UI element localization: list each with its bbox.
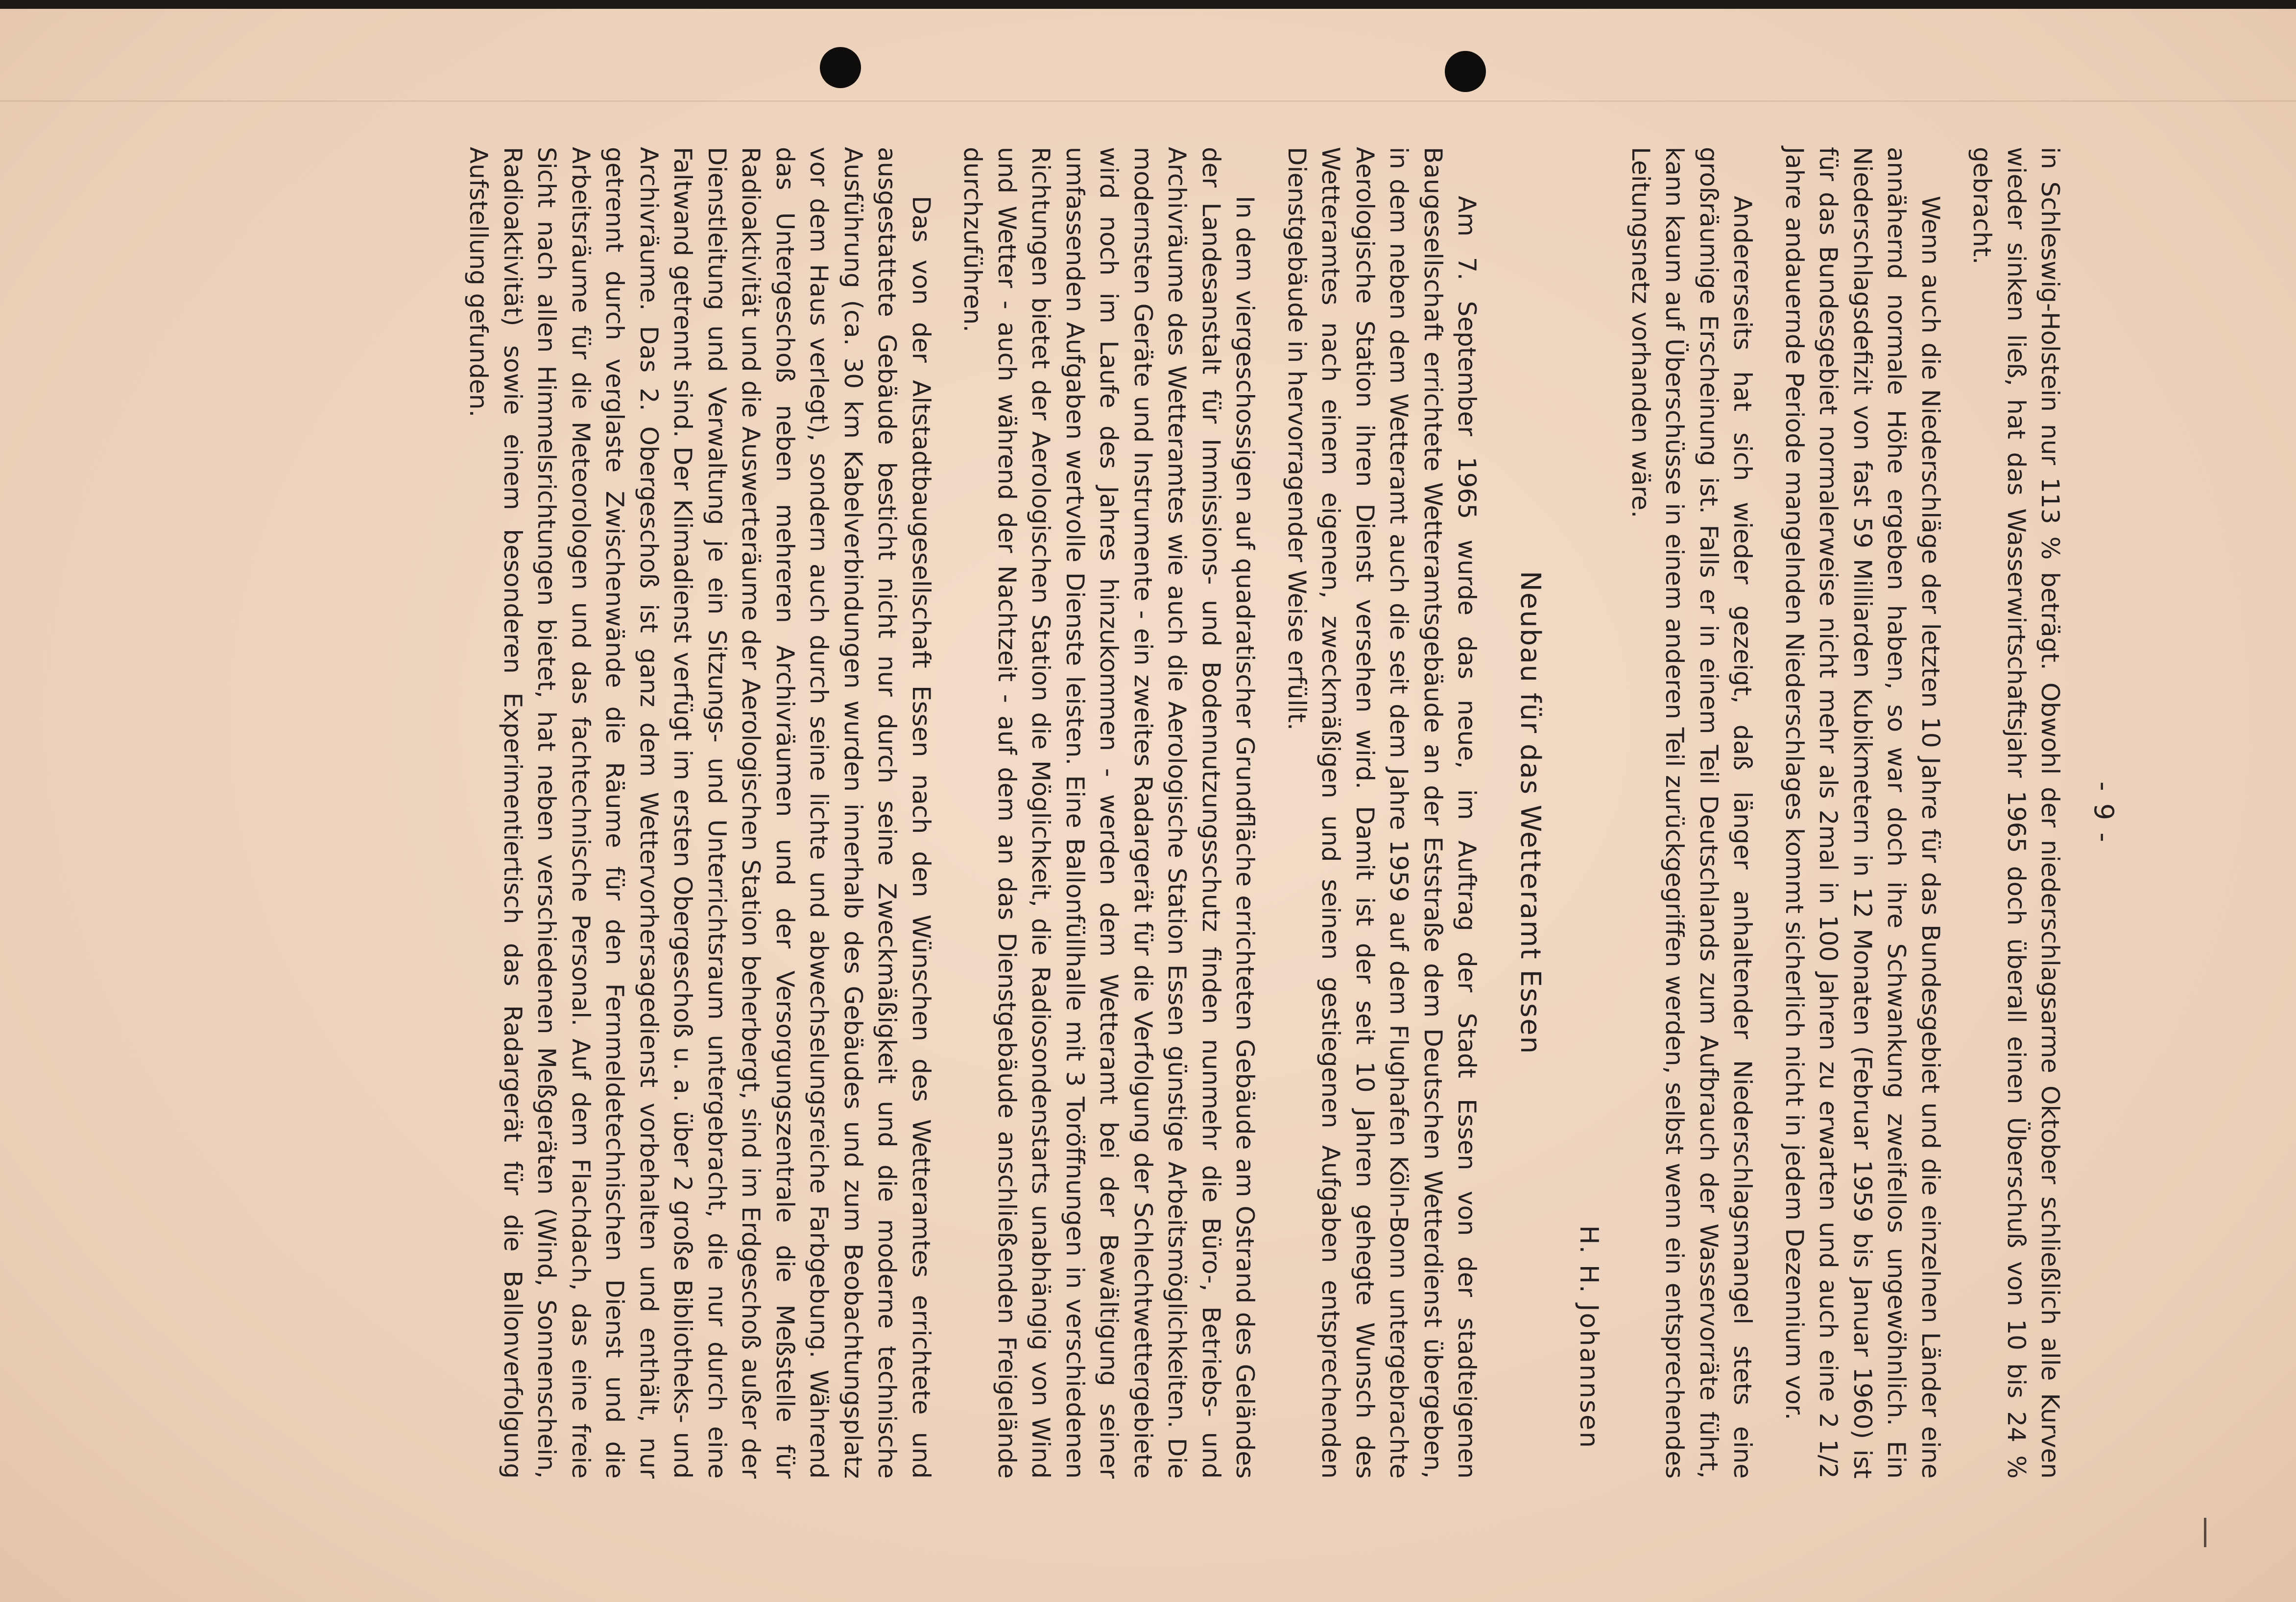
scanner-edge-strip [0, 0, 2296, 9]
paragraph-precipitation-fluctuation: Wenn auch die Niederschläge der letzten 10 Jahre für das Bundesgebiet und die einzelnen Länder eine annähernd normale Höhe ergeben haben, so war doch ihre Schwankung zweifellos ungewöhnlich. Ein Niederschlagsdefizit von fast 59 Milliarden Kubikmetern in 12 Monaten (Februar 1959 bis Januar 1960) ist für das Bundesgebiet normalerweise nicht mehr als 2mal in 100 Jahren zu erwarten und auch eine 2 1/2 Jahre andauernde Periode mangelnden Niederschlages kommt sicherlich nicht in jedem Dezennium vor. [1780, 147, 1945, 1479]
punch-hole [820, 47, 861, 88]
punch-hole [1445, 51, 1486, 92]
paragraph-water-reserves: Andererseits hat sich wieder gezeigt, daß länger anhaltender Niederschlagsmangel stets eine großräumige Erscheinung ist. Falls er in einem Teil Deutschlands zum Aufbrauch der Wasservorräte führt, kann kaum auf Überschüsse in einem anderen Teil zurückgegriffen werden, selbst wenn ein entsprechendes Leitungsnetz vorhanden wäre. [1626, 147, 1757, 1479]
paragraph-building-layout: Das von der Altstadtbaugesellschaft Essen nach den Wünschen des Wetteramtes errichtete und ausgestattete Gebäude besticht nicht nur durch seine Zweckmäßigkeit und die moderne technische Ausführung (ca. 30 km Kabelverbindungen wurden innerhalb des Gebäudes und zum Beobachtungsplatz vor dem Haus verlegt), sondern auch durch seine lichte und abwechselungsreiche Farbgebung. Während das Untergeschoß neben mehreren Archivräumen und der Versorgungszentrale die Meßstelle für Radioaktivität und die Auswerteräume der Aerologischen Station beherbergt, sind im Erdgeschoß außer der Dienstleitung und Verwaltung je ein Sitzungs- und Unterrichtsraum untergebracht, die nur durch eine Faltwand getrennt sind. Der Klimadienst verfügt im ersten Obergeschoß u. a. über 2 große Bibliotheks- und Archivräume. Das 2. Obergeschoß ist ganz dem Wettervorhersagedienst vorbehalten und enthält, nur getrennt durch verglaste Zwischenwände die Räume für den Fernmeldetechnischen Dienst und die Arbeitsräume für die Meteorologen und das fachtechnische Personal. Auf dem Flachdach, das eine freie Sicht nach allen Himmelsrichtungen bietet, hat neben verschiedenen Meßgeräten (Wind, Sonnenschein, Radioaktivität) sowie einem besonderen Experimentiertisch das Radargerät für die Ballonverfolgung Aufstellung gefunden. [464, 147, 935, 1479]
paper-fold-line [0, 100, 2296, 102]
document-text-block [167, 147, 2121, 1479]
section-heading: Neubau für das Wetteramt Essen [1514, 570, 1546, 1055]
author-signature: H. H. Johannsen [1574, 1225, 1604, 1449]
page-number: - 9 - [2088, 781, 2119, 844]
paragraph-building-handover: Am 7. September 1965 wurde das neue, im Auftrag der Stadt Essen von der stadteigenen Baugesellschaft errichtete Wetteramtsgebäude an der Eststraße dem Deutschen Wetterdienst übergeben, in dem neben dem Wetteramt auch die seit dem Jahre 1959 auf dem Flughafen Köln-Bonn untergebrachte Aerologische Station ihren Dienst versehen wird. Damit ist der seit 10 Jahren gehegte Wunsch des Wetteramtes nach einem eigenen, zweckmäßigen und seinen gestiegenen Aufgaben entsprechenden Dienstgebäude in hervorragender Weise erfüllt. [1283, 147, 1482, 1479]
paragraph-building-facilities: In dem viergeschossigen auf quadratischer Grundfläche errichteten Gebäude am Ostrand des Geländes der Landesanstalt für Immissions- und Bodennutzungsschutz finden nunmehr die Büro-, Betriebs- und Archivräume des Wetteramtes wie auch die Aerologische Station Essen günstige Arbeitsmöglichkeiten. Die modernsten Geräte und Instrumente - ein zweites Radargerät für die Verfolgung der Schlechtwettergebiete wird noch im Laufe des Jahres hinzukommen - werden dem Wetteramt bei der Bewältigung seiner umfassenden Aufgaben wertvolle Dienste leisten. Eine Ballonfüllhalle mit 3 Toröffnungen in verschiedenen Richtungen bietet der Aerologischen Station die Möglichkeit, die Radiosondenstarts unabhängig von Wind und Wetter - auch während der Nachtzeit - auf dem an das Dienstgebäude anschließenden Freigelände durchzuführen. [958, 147, 1260, 1479]
paragraph-intro: in Schleswig-Holstein nur 113 % beträgt. Obwohl der niederschlagsarme Oktober schließlich alle Kurven wieder sinken ließ, hat das Wasserwirtschaftsjahr 1965 doch überall einen Überschuß von 10 bis 24 % gebracht. [1968, 147, 2065, 1479]
margin-mark [2204, 1518, 2206, 1547]
